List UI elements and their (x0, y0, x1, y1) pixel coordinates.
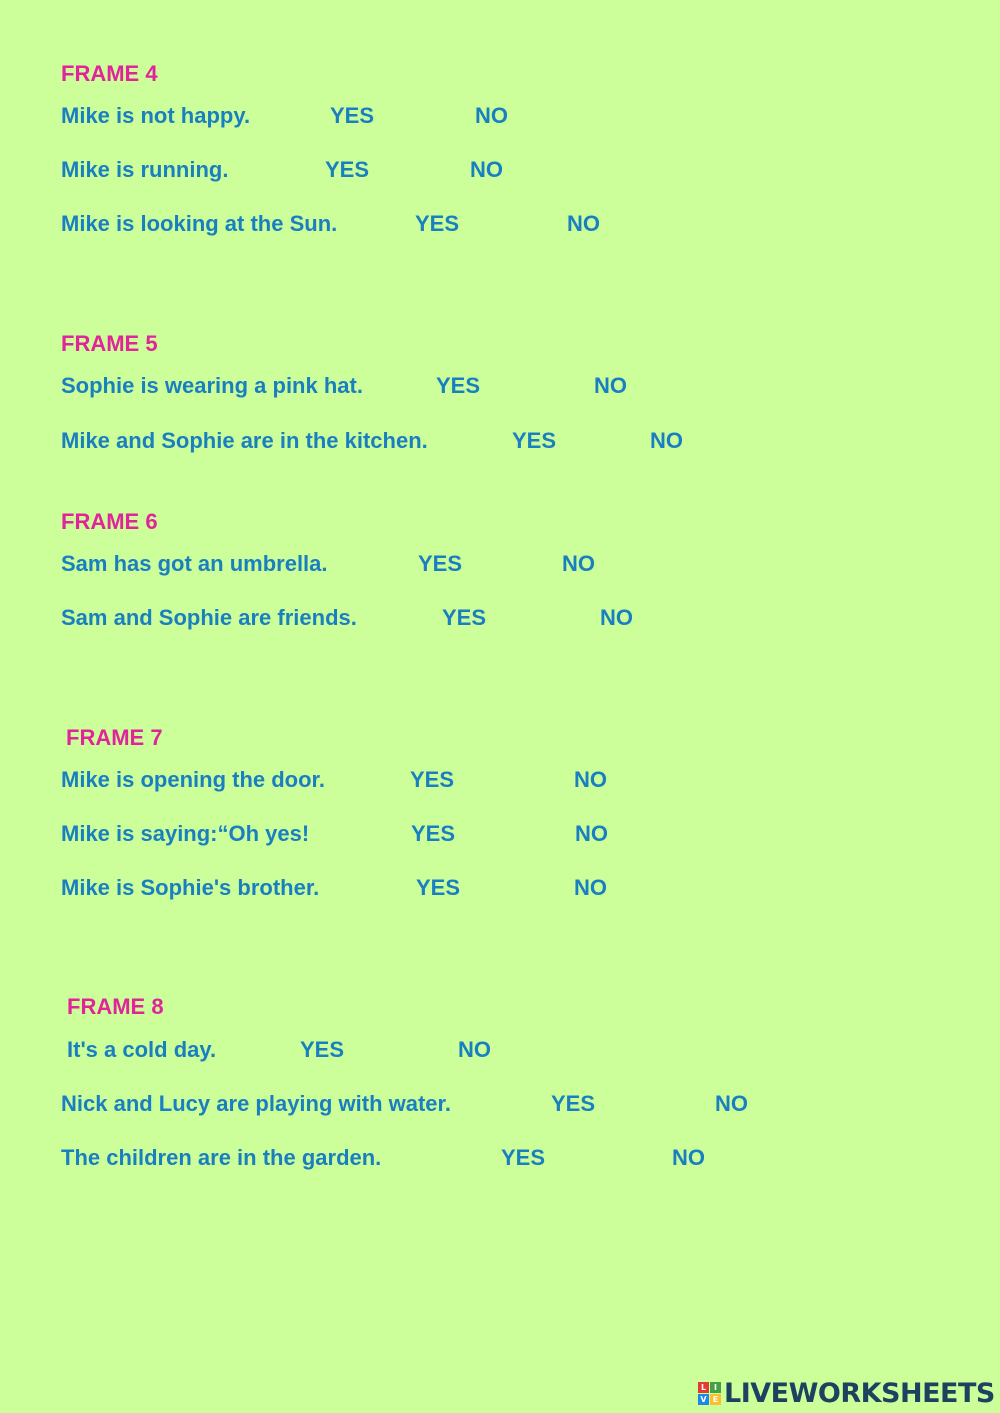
question-row (0, 209, 1000, 239)
frame-7-heading: FRAME 7 (66, 725, 163, 750)
no-option[interactable]: NO (470, 157, 503, 182)
question-text: Mike is running. (61, 157, 229, 182)
frame-6-heading: FRAME 6 (61, 509, 158, 534)
yes-option[interactable]: YES (410, 767, 455, 792)
question-text: Sam and Sophie are friends. (61, 605, 357, 630)
yes-option[interactable]: YES (416, 875, 461, 900)
question-text: Mike is opening the door. (61, 767, 326, 792)
no-option[interactable]: NO (575, 821, 608, 846)
no-option[interactable]: NO (475, 103, 508, 128)
no-option[interactable]: NO (715, 1091, 748, 1116)
logo-mark-letter: L (698, 1382, 709, 1393)
no-option[interactable]: NO (574, 875, 607, 900)
question-text: Mike and Sophie are in the kitchen. (61, 428, 428, 453)
no-option[interactable]: NO (458, 1037, 491, 1062)
question-row (0, 873, 1000, 903)
yes-option[interactable]: YES (442, 605, 487, 630)
no-option[interactable]: NO (574, 767, 607, 792)
no-option[interactable]: NO (672, 1145, 705, 1170)
question-text: The children are in the garden. (61, 1145, 382, 1170)
question-text: Mike is Sophie's brother. (61, 875, 320, 900)
question-row (0, 549, 1000, 579)
question-row (0, 603, 1000, 633)
no-option[interactable]: NO (650, 428, 683, 453)
logo-mark-letter: V (698, 1394, 709, 1405)
question-row (0, 819, 1000, 849)
question-row (0, 426, 1000, 456)
question-row (0, 1089, 1000, 1119)
question-row (0, 1143, 1000, 1173)
frame-5-heading: FRAME 5 (61, 331, 158, 356)
logo-mark-letter: E (710, 1394, 721, 1405)
liveworksheets-logo[interactable] (698, 1378, 995, 1408)
no-option[interactable]: NO (594, 373, 627, 398)
question-row (0, 1035, 1000, 1065)
frame-8-heading: FRAME 8 (67, 994, 164, 1019)
logo-mark-letter: I (710, 1382, 721, 1393)
no-option[interactable]: NO (567, 211, 600, 236)
question-row (0, 101, 1000, 131)
no-option[interactable]: NO (562, 551, 595, 576)
yes-option[interactable]: YES (411, 821, 456, 846)
question-text: Mike is looking at the Sun. (61, 211, 338, 236)
no-option[interactable]: NO (600, 605, 633, 630)
question-text: Sam has got an umbrella. (61, 551, 328, 576)
yes-option[interactable]: YES (512, 428, 557, 453)
logo-text: LIVEWORKSHEETS (724, 1377, 995, 1409)
question-text: Mike is saying:“Oh yes! (61, 821, 310, 846)
question-row (0, 371, 1000, 401)
question-row (0, 765, 1000, 795)
logo-mark-icon (698, 1382, 721, 1405)
yes-option[interactable]: YES (415, 211, 460, 236)
yes-option[interactable]: YES (330, 103, 375, 128)
question-text: It's a cold day. (67, 1037, 217, 1062)
question-text: Sophie is wearing a pink hat. (61, 373, 363, 398)
yes-option[interactable]: YES (551, 1091, 596, 1116)
question-row (0, 155, 1000, 185)
yes-option[interactable]: YES (300, 1037, 345, 1062)
question-text: Nick and Lucy are playing with water. (61, 1091, 452, 1116)
yes-option[interactable]: YES (418, 551, 463, 576)
yes-option[interactable]: YES (501, 1145, 546, 1170)
yes-option[interactable]: YES (436, 373, 481, 398)
frame-4-heading: FRAME 4 (61, 61, 158, 86)
yes-option[interactable]: YES (325, 157, 370, 182)
question-text: Mike is not happy. (61, 103, 251, 128)
